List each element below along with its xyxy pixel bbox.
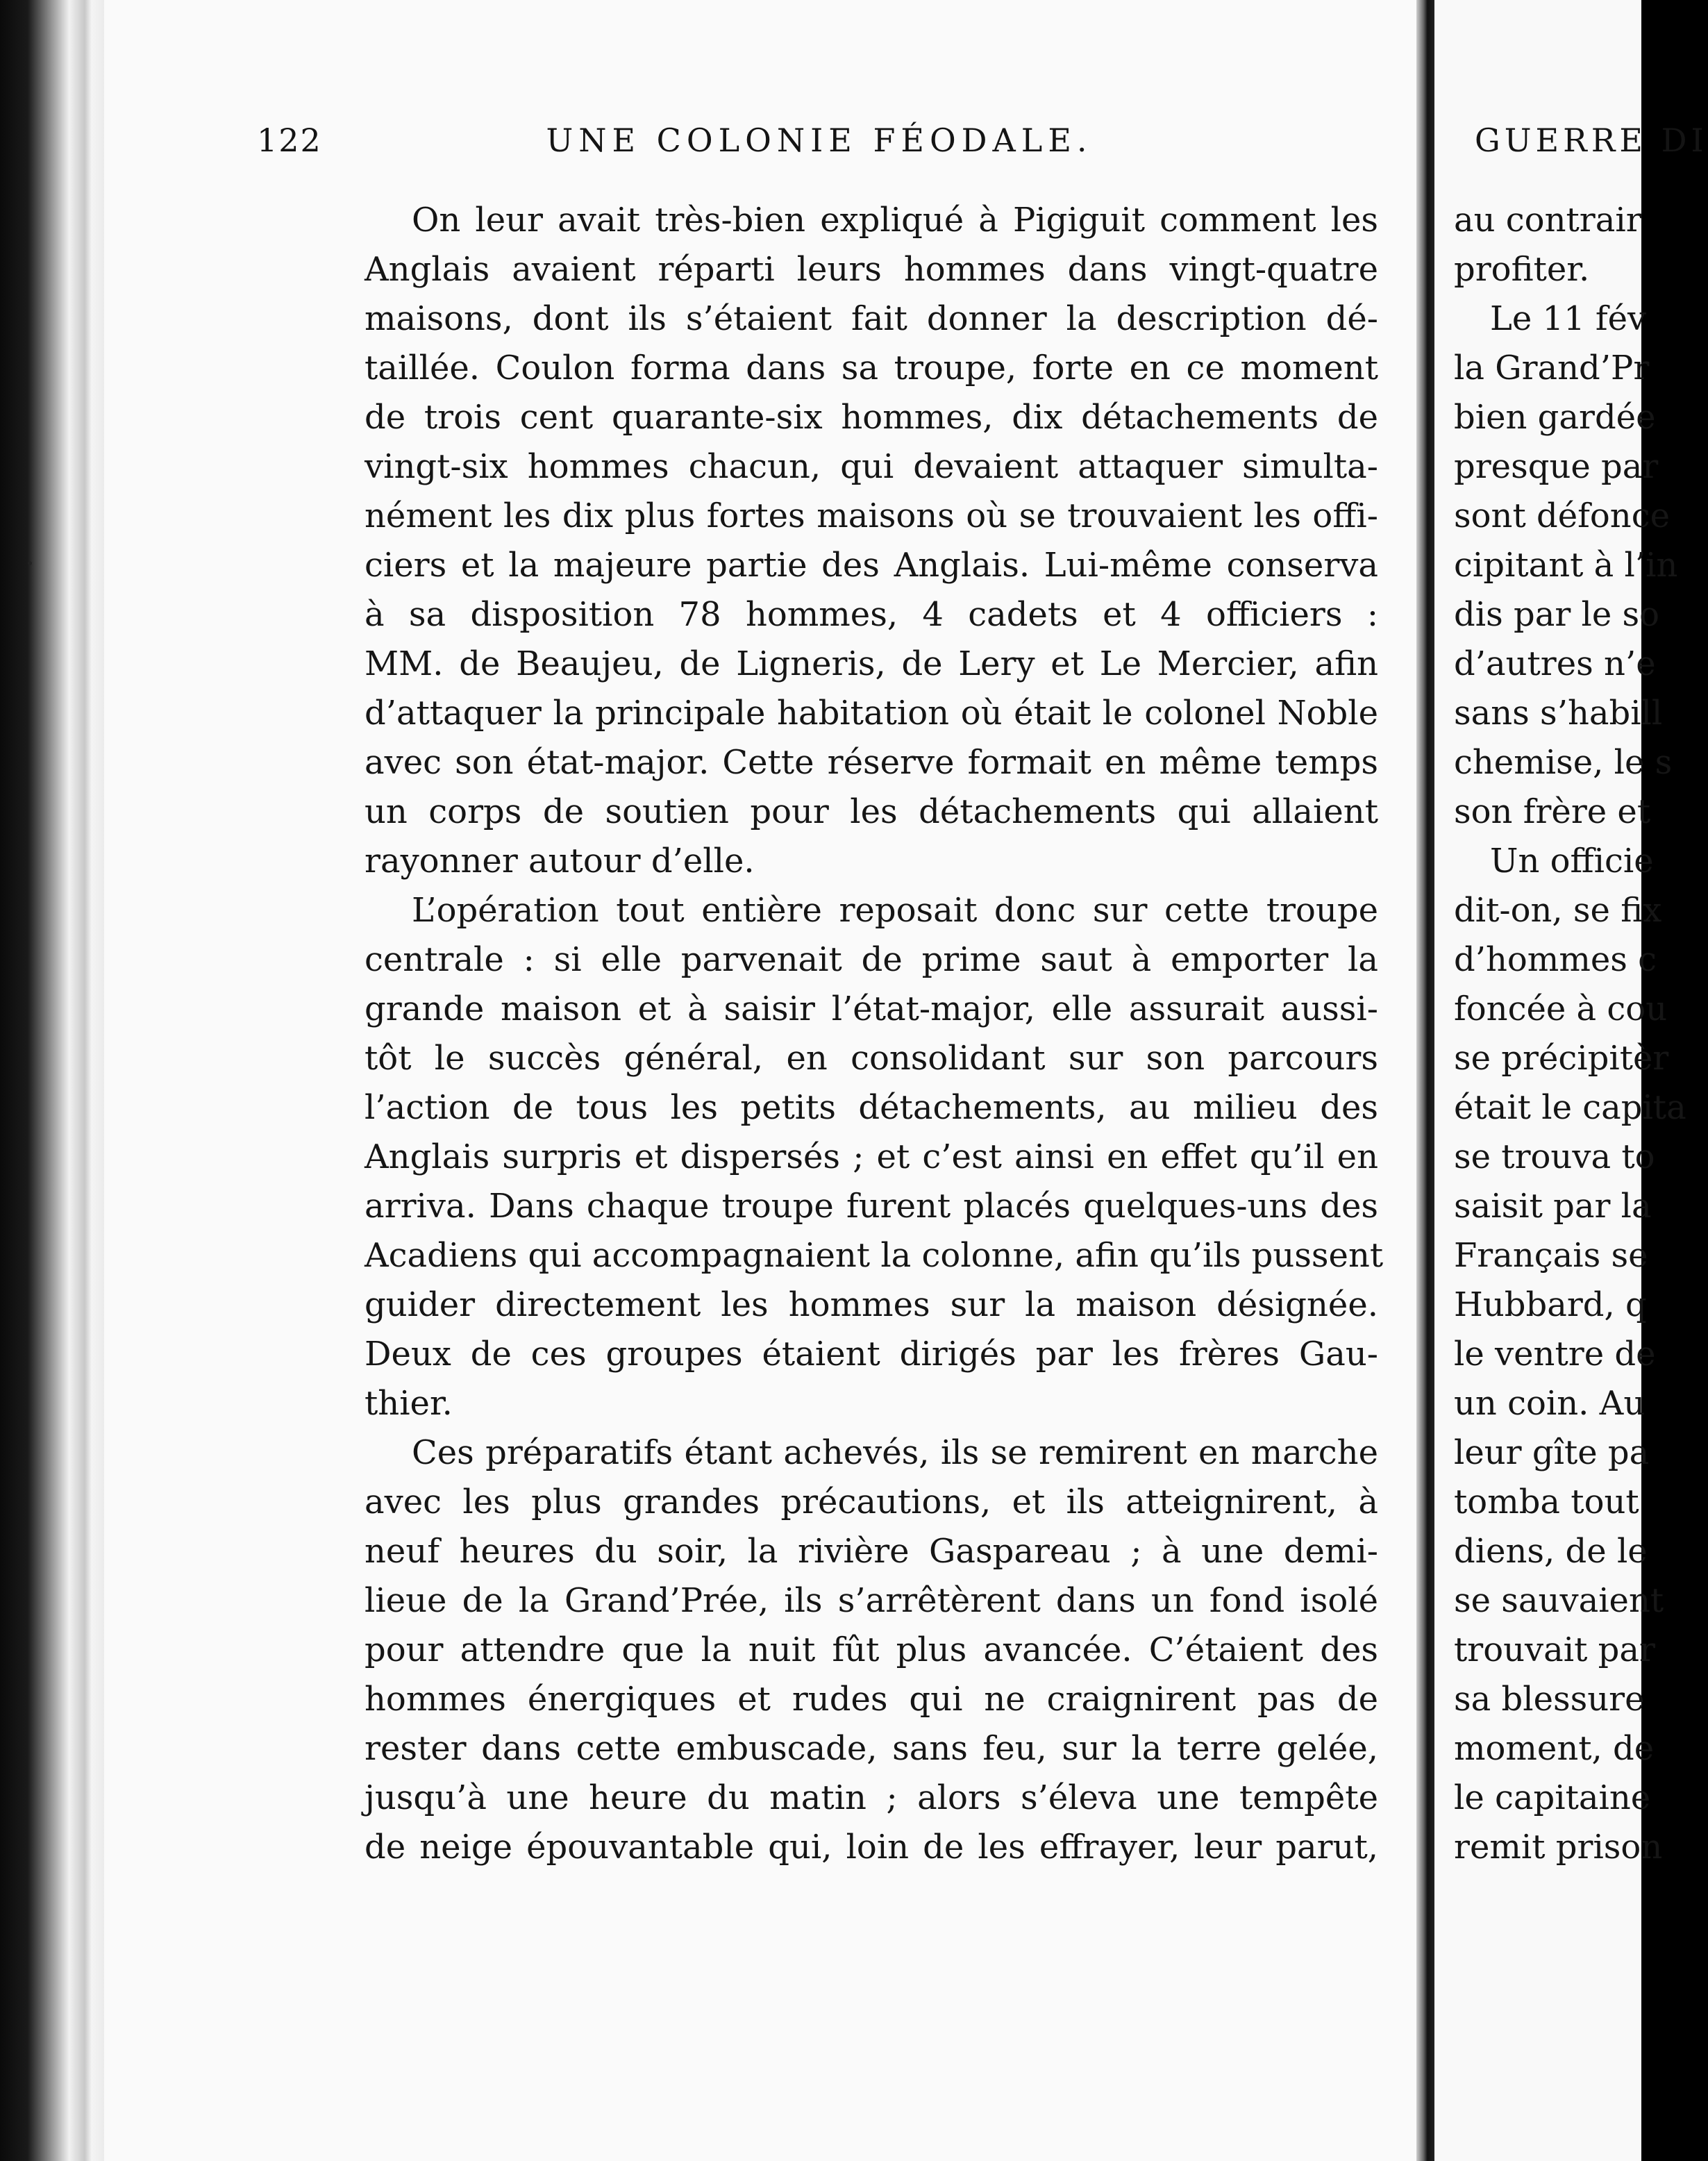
text-line: vingt-six hommes chacun, qui devaient attaquer simulta- <box>365 447 1378 486</box>
text-line: lieue de la Grand’Prée, ils s’arrêtèrent dans un fond isolé <box>365 1581 1378 1620</box>
next-page-text-line: bien gardée <box>1454 398 1656 437</box>
next-page-text-line: d’autres n’e <box>1454 644 1656 683</box>
next-page-text-line: leur gîte pa <box>1454 1433 1650 1472</box>
next-page-text-line: dis par le so <box>1454 595 1660 634</box>
text-line: hommes énergiques et rudes qui ne craignirent pas de <box>365 1680 1378 1719</box>
right-page <box>1434 0 1708 2161</box>
text-line: On leur avait très-bien expliqué à Pigiguit comment les <box>412 201 1378 240</box>
text-line: pour attendre que la nuit fût plus avancée. C’étaient des <box>365 1630 1378 1669</box>
next-page-text-line: chemise, le s <box>1454 743 1673 782</box>
text-line: avec les plus grandes précautions, et ils atteignirent, à <box>365 1483 1378 1521</box>
text-line: neuf heures du soir, la rivière Gaspareau ; à une demi- <box>365 1532 1378 1571</box>
page-gutter <box>1416 0 1434 2161</box>
text-line: centrale : si elle parvenait de prime saut à emporter la <box>365 940 1378 979</box>
next-page-text-line: d’hommes c <box>1454 940 1657 979</box>
text-line: tôt le succès général, en consolidant sur son parcours <box>365 1039 1378 1078</box>
next-page-text-line: Hubbard, q <box>1454 1285 1647 1324</box>
running-title: UNE COLONIE FÉODALE. <box>546 122 1093 159</box>
next-page-text-line: saisit par la <box>1454 1187 1652 1226</box>
next-page-text-line: se précipitèr <box>1454 1039 1669 1078</box>
text-line: Anglais avaient réparti leurs hommes dans vingt-quatre <box>365 250 1378 289</box>
next-page-text-line: dit-on, se fix <box>1454 891 1662 930</box>
next-page-text-line: le ventre de <box>1454 1335 1656 1374</box>
text-line: Anglais surpris et dispersés ; et c’est ainsi en effet qu’il en <box>365 1137 1378 1176</box>
scan-speck <box>28 561 32 565</box>
next-page-text-line: presque par <box>1454 447 1659 486</box>
text-line: Acadiens qui accompagnaient la colonne, afin qu’ils pussent <box>365 1236 1384 1275</box>
next-page-text-line: son frère et <box>1454 792 1651 831</box>
text-line: l’action de tous les petits détachements, au milieu des <box>365 1088 1378 1127</box>
next-page-text-line: se trouva to <box>1454 1137 1655 1176</box>
text-line: guider directement les hommes sur la maison désignée. <box>365 1285 1378 1324</box>
text-line: d’attaquer la principale habitation où était le colonel Noble <box>365 694 1378 733</box>
text-line: jusqu’à une heure du matin ; alors s’éleva une tempête <box>365 1778 1378 1817</box>
text-line: nément les dix plus fortes maisons où se trouvaient les offi- <box>365 497 1378 535</box>
next-page-text-line: était le capita <box>1454 1088 1686 1127</box>
book-binding-edge <box>0 0 111 2161</box>
next-page-text-line: trouvait par <box>1454 1630 1655 1669</box>
next-page-text-line: profiter. <box>1454 250 1590 289</box>
text-line: L’opération tout entière reposait donc sur cette troupe <box>412 891 1378 930</box>
next-page-text-line: Le 11 fév <box>1490 299 1647 338</box>
text-line: un corps de soutien pour les détachements qui allaient <box>365 792 1378 831</box>
next-page-text-line: un coin. Au <box>1454 1384 1646 1423</box>
text-line: MM. de Beaujeu, de Ligneris, de Lery et Le Mercier, afin <box>365 644 1378 683</box>
text-line: grande maison et à saisir l’état-major, elle assurait aussi- <box>365 990 1378 1028</box>
next-page-text-line: remit prison <box>1454 1828 1663 1867</box>
text-line: avec son état-major. Cette réserve formait en même temps <box>365 743 1378 782</box>
text-line: rayonner autour d’elle. <box>365 842 755 881</box>
next-page-text-line: diens, de le <box>1454 1532 1648 1571</box>
next-page-text-line: moment, de <box>1454 1729 1655 1768</box>
next-page-text-line: sont défonce <box>1454 497 1670 535</box>
next-page-running-title: GUERRE DI <box>1475 122 1708 159</box>
next-page-text-line: le capitaine <box>1454 1778 1651 1817</box>
text-line: Ces préparatifs étant achevés, ils se remirent en marche <box>412 1433 1378 1472</box>
text-line: Deux de ces groupes étaient dirigés par les frères Gau- <box>365 1335 1378 1374</box>
next-page-text-line: sa blessure <box>1454 1680 1645 1719</box>
next-page-text-line: Français se <box>1454 1236 1648 1275</box>
text-line: taillée. Coulon forma dans sa troupe, forte en ce moment <box>365 349 1378 387</box>
next-page-text-line: la Grand’Pr <box>1454 349 1650 387</box>
next-page-text-line: cipitant à l’in <box>1454 546 1678 585</box>
text-line: à sa disposition 78 hommes, 4 cadets et 4 officiers : <box>365 595 1378 634</box>
text-line: rester dans cette embuscade, sans feu, sur la terre gelée, <box>365 1729 1378 1768</box>
next-page-text-line: au contrair <box>1454 201 1642 240</box>
page-header <box>257 122 1382 163</box>
next-page-text-line: sans s’habill <box>1454 694 1663 733</box>
text-line: de neige épouvantable qui, loin de les effrayer, leur parut, <box>365 1828 1378 1867</box>
text-line: de trois cent quarante-six hommes, dix détachements de <box>365 398 1378 437</box>
text-line: arriva. Dans chaque troupe furent placés quelques-uns des <box>365 1187 1378 1226</box>
next-page-text-line: Un officie <box>1490 842 1654 881</box>
page-number: 122 <box>257 122 322 159</box>
next-page-text-line: se sauvaient <box>1454 1581 1664 1620</box>
next-page-body-text <box>1454 196 1690 1872</box>
next-page-text-line: tomba tout <box>1454 1483 1639 1521</box>
text-line: thier. <box>365 1384 453 1423</box>
text-line: maisons, dont ils s’étaient fait donner la description dé- <box>365 299 1378 338</box>
text-line: ciers et la majeure partie des Anglais. Lui-même conserva <box>365 546 1378 585</box>
body-text <box>365 196 1384 1872</box>
next-page-text-line: foncée à cou <box>1454 990 1668 1028</box>
